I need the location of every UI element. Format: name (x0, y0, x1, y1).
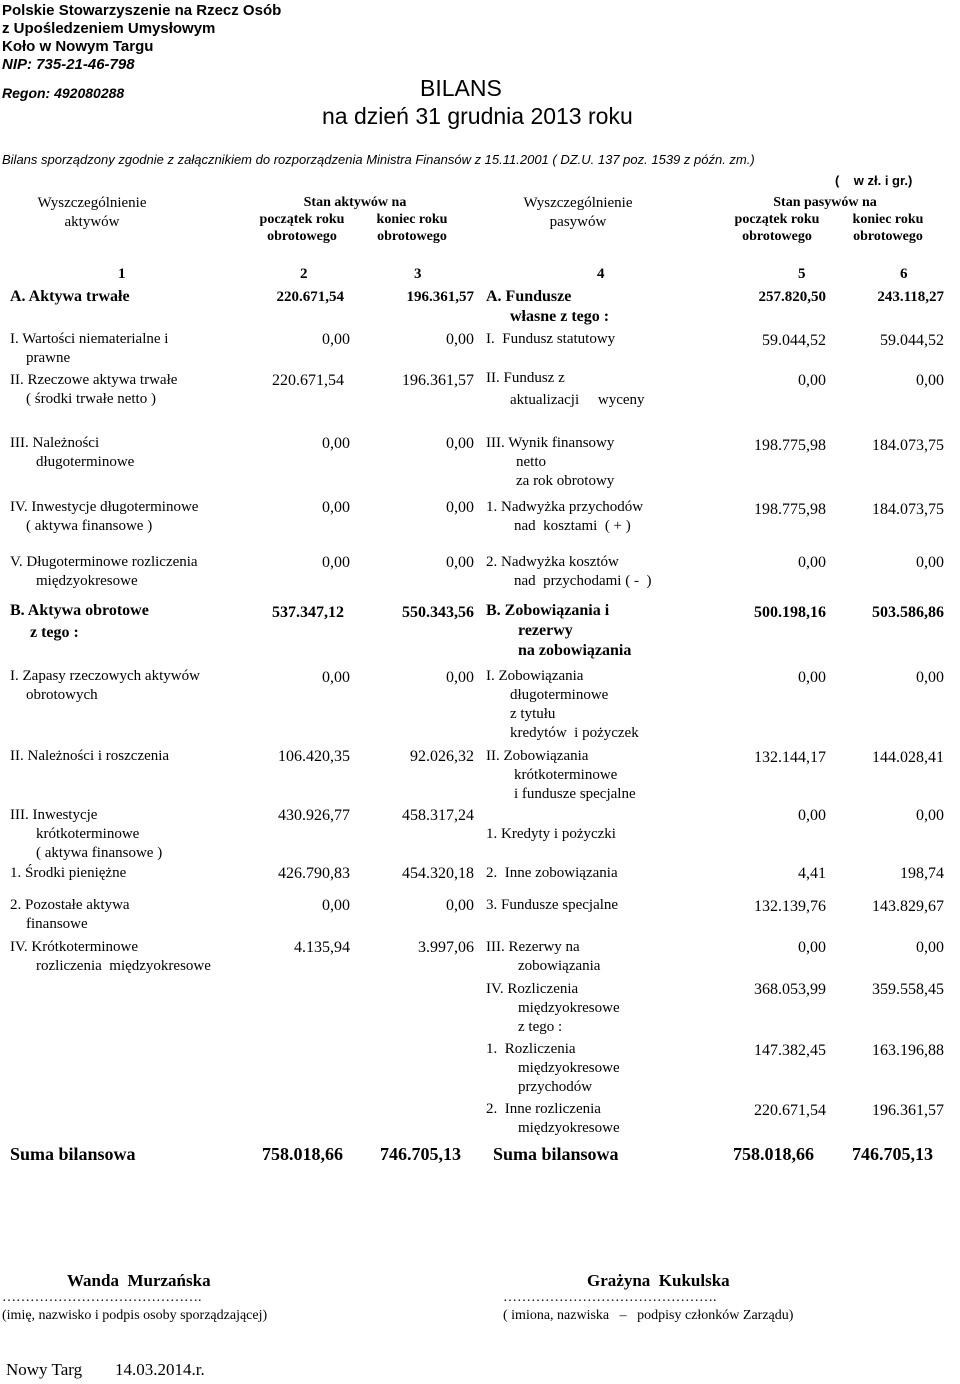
asset-b4-start: 4.135,94 (294, 939, 350, 956)
liab-a31-end: 184.073,75 (872, 501, 944, 518)
liab-b2-end: 144.028,41 (872, 749, 944, 766)
asset-a4-label: IV. Inwestycje długoterminowe ( aktywa finansowe ) (10, 499, 199, 534)
liab-start-header: początek roku obrotowego (734, 212, 820, 244)
liab-b42-end: 196.361,57 (872, 1102, 944, 1119)
asset-a-end: 196.361,57 (406, 289, 474, 305)
preparer-signature-line: ……………………………………. (2, 1290, 202, 1305)
asset-b32-label: 2. Pozostałe aktywa finansowe (10, 897, 130, 932)
assets-total-start: 758.018,66 (262, 1144, 343, 1164)
assets-total-end: 746.705,13 (380, 1144, 461, 1164)
board-name: Grażyna Kukulska (587, 1271, 730, 1290)
liab-a32-start: 0,00 (798, 554, 826, 571)
asset-b1-label: I. Zapasy rzeczowych aktywów obrotowych (10, 668, 200, 703)
liab-a32-end: 0,00 (916, 554, 944, 571)
liab-b3-end: 0,00 (916, 939, 944, 956)
doc-subtitle: na dzień 31 grudnia 2013 roku (322, 103, 633, 129)
liab-b21-end: 0,00 (916, 807, 944, 824)
asset-b-start: 537.347,12 (272, 604, 344, 621)
asset-b1-start: 0,00 (322, 669, 350, 686)
liab-a2-end: 0,00 (916, 372, 944, 389)
liab-b-end: 503.586,86 (872, 604, 944, 621)
liab-a1-start: 59.044,52 (762, 332, 826, 349)
asset-b1-end: 0,00 (446, 669, 474, 686)
liab-a3-start: 198.775,98 (754, 437, 826, 454)
col-num-2: 2 (300, 266, 308, 282)
board-caption: ( imiona, nazwiska – podpisy członków Zarządu) (503, 1308, 794, 1323)
liab-a3-end: 184.073,75 (872, 437, 944, 454)
liab-b23-start: 132.139,76 (754, 898, 826, 915)
liab-b23-label: 3. Fundusze specjalne (486, 897, 619, 913)
asset-a1-end: 0,00 (446, 331, 474, 348)
liab-a1-end: 59.044,52 (880, 332, 944, 349)
asset-a-label: A. Aktywa trwałe (10, 288, 130, 305)
liab-b2-label: II. Zobowiązania krótkoterminowe i fundusze specjalne (486, 748, 636, 802)
col-num-1: 1 (118, 266, 126, 282)
board-signature-line: ………………………………………. (503, 1290, 717, 1305)
footer-place: Nowy Targ (6, 1360, 83, 1379)
liab-end-header: koniec roku obrotowego (852, 212, 924, 244)
liab-b-label: B. Zobowiązania i rezerwy na zobowiązania (486, 602, 632, 659)
assets-total-label: Suma bilansowa (10, 1144, 136, 1164)
liab-a-start: 257.820,50 (758, 289, 826, 305)
preparer-name: Wanda Murzańska (67, 1271, 211, 1290)
liab-b2-start: 132.144,17 (754, 749, 826, 766)
liab-b22-label: 2. Inne zobowiązania (486, 865, 618, 881)
org-name-line1: Polskie Stowarzyszenie na Rzecz Osób (2, 2, 282, 19)
liab-a3-label: III. Wynik finansowy netto za rok obrotowy (486, 435, 615, 489)
asset-a3-start: 0,00 (322, 435, 350, 452)
liab-b1-label: I. Zobowiązania długoterminowe z tytułu kredytów i pożyczek (486, 668, 639, 741)
asset-a5-start: 0,00 (322, 554, 350, 571)
asset-b3-start: 430.926,77 (278, 807, 350, 824)
asset-a2-start: 220.671,54 (272, 372, 344, 389)
asset-b-end: 550.343,56 (402, 604, 474, 621)
asset-a3-label: III. Należności długoterminowe (10, 435, 135, 470)
liab-a31-label: 1. Nadwyżka przychodów nad kosztami ( + ) (486, 499, 644, 534)
liab-total-start: 758.018,66 (733, 1144, 814, 1164)
asset-b3-end: 458.317,24 (402, 807, 474, 824)
assets-desc-header: Wyszczególnienie aktywów (37, 195, 147, 230)
asset-a2-label: II. Rzeczowe aktywa trwałe ( środki trwałe netto ) (10, 372, 178, 407)
liab-b3-label: III. Rezerwy na zobowiązania (486, 939, 601, 974)
unit-note: ( w zł. i gr.) (835, 173, 913, 188)
asset-a2-end: 196.361,57 (402, 372, 474, 389)
asset-a-start: 220.671,54 (276, 289, 344, 305)
col-num-3: 3 (414, 266, 422, 282)
asset-b32-end: 0,00 (446, 897, 474, 914)
liab-total-label: Suma bilansowa (493, 1144, 619, 1164)
asset-a5-end: 0,00 (446, 554, 474, 571)
org-nip: NIP: 735-21-46-798 (2, 56, 135, 73)
asset-b32-start: 0,00 (322, 897, 350, 914)
liab-b21-label: 1. Kredyty i pożyczki (486, 826, 616, 842)
liab-b41-label: 1. Rozliczenia międzyokresowe przychodów (486, 1041, 620, 1095)
asset-a5-label: V. Długoterminowe rozliczenia międzyokresowe (10, 554, 198, 589)
asset-b2-label: II. Należności i roszczenia (10, 748, 170, 764)
liab-a2-start: 0,00 (798, 372, 826, 389)
asset-b-label: B. Aktywa obrotowe z tego : (10, 602, 149, 641)
basis-note: Bilans sporządzony zgodnie z załącznikiem do rozporządzenia Ministra Finansów z 15.11.2001 ( DZ.U. 137 poz. 1539 z późn. zm.) (2, 152, 755, 167)
asset-a3-end: 0,00 (446, 435, 474, 452)
liab-b21-start: 0,00 (798, 807, 826, 824)
org-name-line3: Koło w Nowym Targu (2, 38, 154, 55)
liab-b4-label: IV. Rozliczenia międzyokresowe z tego : (486, 981, 620, 1035)
liab-total-end: 746.705,13 (852, 1144, 933, 1164)
liab-b22-start: 4,41 (798, 865, 826, 882)
liab-b23-end: 143.829,67 (872, 898, 944, 915)
liab-a-end: 243.118,27 (877, 289, 944, 305)
col-num-4: 4 (597, 266, 605, 282)
liab-b3-start: 0,00 (798, 939, 826, 956)
liab-b22-end: 198,74 (900, 865, 944, 882)
liab-a2-label: II. Fundusz z aktualizacji wyceny (486, 370, 645, 408)
asset-b4-label: IV. Krótkoterminowe rozliczenia międzyokresowe (10, 939, 211, 974)
liab-b42-start: 220.671,54 (754, 1102, 826, 1119)
asset-b4-end: 3.997,06 (418, 939, 474, 956)
asset-a4-start: 0,00 (322, 499, 350, 516)
liab-b1-end: 0,00 (916, 669, 944, 686)
liab-b42-label: 2. Inne rozliczenia międzyokresowe (486, 1101, 620, 1136)
liab-b41-end: 163.196,88 (872, 1042, 944, 1059)
liab-a-label: A. Fundusze własne z tego : (486, 288, 610, 325)
asset-a1-label: I. Wartości niematerialne i prawne (10, 331, 169, 366)
liab-a31-start: 198.775,98 (754, 501, 826, 518)
liab-state-header: Stan pasywów na (773, 195, 877, 210)
assets-start-header: początek roku obrotowego (259, 212, 345, 244)
asset-b31-label: 1. Środki pieniężne (10, 865, 127, 881)
org-regon: Regon: 492080288 (2, 85, 125, 101)
doc-title: BILANS (420, 75, 502, 101)
asset-b31-start: 426.790,83 (278, 865, 350, 882)
liab-a1-label: I. Fundusz statutowy (486, 331, 616, 347)
asset-b31-end: 454.320,18 (402, 865, 474, 882)
liab-b4-end: 359.558,45 (872, 981, 944, 998)
col-num-5: 5 (798, 266, 806, 282)
assets-end-header: koniec roku obrotowego (376, 212, 448, 244)
org-name-line2: z Upośledzeniem Umysłowym (2, 20, 216, 37)
liab-b1-start: 0,00 (798, 669, 826, 686)
assets-state-header: Stan aktywów na (303, 195, 407, 210)
liab-desc-header: Wyszczególnienie pasywów (523, 195, 633, 230)
col-num-6: 6 (900, 266, 908, 282)
asset-b2-start: 106.420,35 (278, 748, 350, 765)
liab-b4-start: 368.053,99 (754, 981, 826, 998)
asset-b2-end: 92.026,32 (410, 748, 474, 765)
liab-a32-label: 2. Nadwyżka kosztów nad przychodami ( - ) (486, 554, 652, 589)
preparer-caption: (imię, nazwisko i podpis osoby sporządzającej) (2, 1308, 268, 1323)
asset-a1-start: 0,00 (322, 331, 350, 348)
asset-b3-label: III. Inwestycje krótkoterminowe ( aktywa finansowe ) (10, 807, 163, 861)
footer-date: 14.03.2014.r. (115, 1360, 205, 1379)
liab-b-start: 500.198,16 (754, 604, 826, 621)
asset-a4-end: 0,00 (446, 499, 474, 516)
liab-b41-start: 147.382,45 (754, 1042, 826, 1059)
